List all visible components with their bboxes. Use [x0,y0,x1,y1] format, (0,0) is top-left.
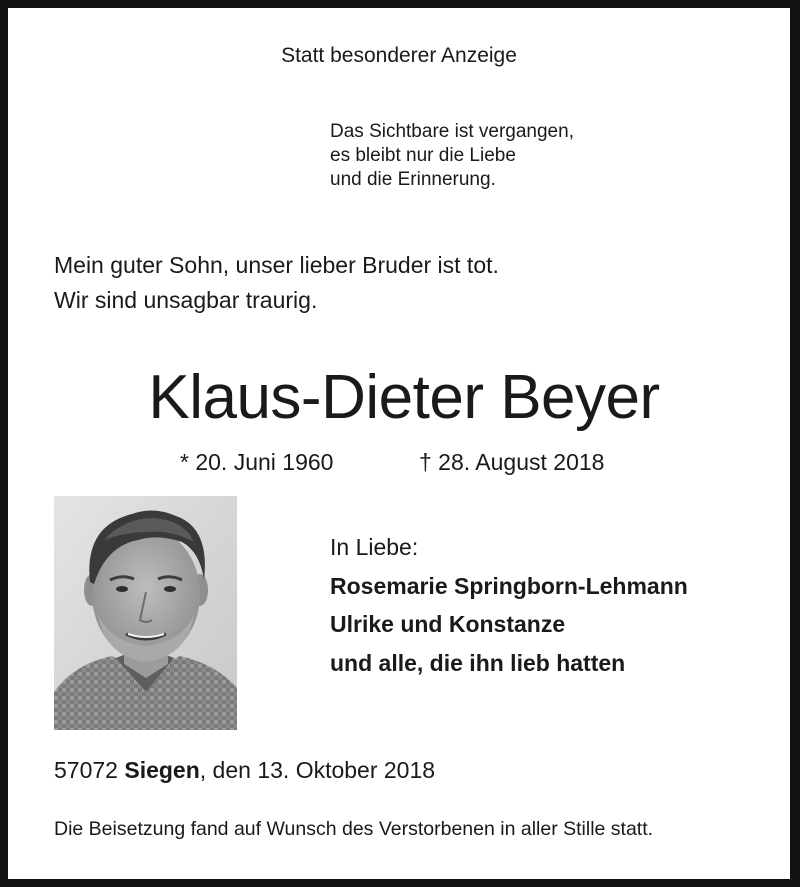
place-and-date [54,757,435,784]
birth-date: * 20. Juni 1960 [180,449,334,475]
city-name: Siegen [124,757,200,783]
quote-line: Das Sichtbare ist vergangen, [330,121,574,142]
memorial-quote [330,120,670,192]
mourner-line: Ulrike und Konstanze [330,611,566,637]
quote-line: es bleibt nur die Liebe [330,145,516,166]
mourner-line: Rosemarie Springborn-Lehmann [330,572,688,599]
postal-code: 57072 [54,757,118,783]
intro-line: Mein guter Sohn, unser lieber Bruder ist tot. [54,252,499,278]
mourner-line: und alle, die ihn lieb hatten [330,649,626,676]
portrait-photo [54,496,237,730]
notice-header: Statt besonderer Anzeige [281,44,517,67]
quote-line: und die Erinnerung. [330,169,496,190]
mourners-list [330,528,770,682]
death-date: † 28. August 2018 [419,449,605,475]
deceased-name: Klaus-Dieter Beyer [148,363,660,432]
intro-line: Wir sind unsagbar traurig. [54,287,318,313]
intro-text [54,248,754,318]
funeral-note: Die Beisetzung fand auf Wunsch des Verstorbenen in aller Stille statt. [54,818,654,840]
mourners-intro: In Liebe: [330,534,419,560]
notice-date: , den 13. Oktober 2018 [199,757,436,783]
